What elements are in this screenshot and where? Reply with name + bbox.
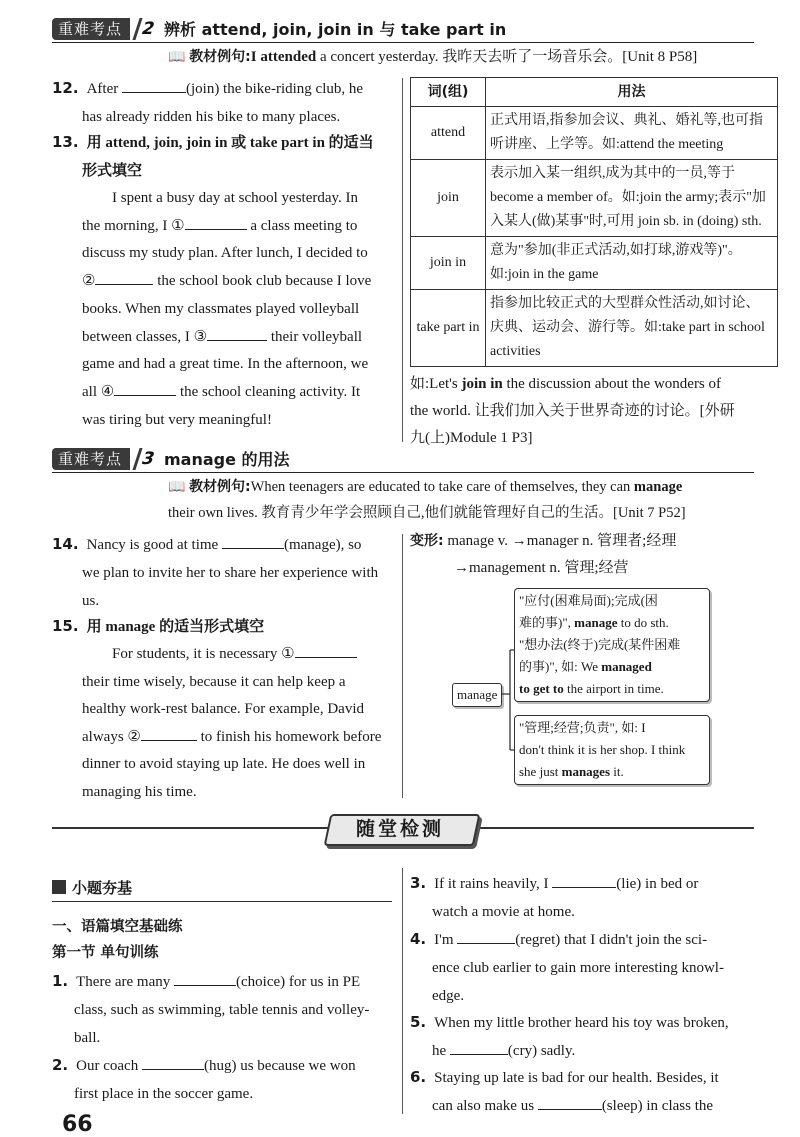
answer-blank[interactable] [141, 726, 197, 741]
table-row: attend 正式用语,指参加会议、典礼、婚礼等,也可指听讲座、上学等。如:attend the meeting [411, 107, 778, 160]
answer-blank[interactable] [295, 643, 357, 658]
usage-table-wrap [410, 77, 778, 452]
point2-header [52, 16, 754, 43]
point3-title: manage 的用法 [164, 450, 290, 469]
answer-blank[interactable] [538, 1095, 602, 1110]
practice-part-header: 小题夯基 [52, 877, 392, 902]
square-icon [52, 880, 66, 894]
q13-passage: I spent a busy day at school yesterday. In the morning, I ① a class meeting to discuss my study plan. After lunch, I decided to ② the school book club because I love books. When my classmates played volleyball between classes, I ③ their volleyball game and had a great time. In the afternoon, we all ④ the school cleaning activity. It was tiring but very meaningful! [82, 190, 372, 428]
manage-meaning-box-1: "应付(困难局面);完成(困 难的事)", manage to do sth. "想办法(终于)完成(某件困难 的事)", 如: We managed to get to the airport in time. [514, 588, 710, 702]
book-icon: 📖 [168, 49, 186, 65]
practice-q3: 3. If it rains heavily, I (lie) in bed or watch a movie at home. [410, 874, 699, 920]
point2-tag: 重难考点 [52, 18, 130, 40]
point2-example: 📖 教材例句:I attended a concert yesterday. 我昨天去听了一场音乐会。[Unit 8 P58] [168, 49, 698, 65]
variant-forms: 变形: manage v. →manager n. 管理者;经理 →management n. 管理;经营 [410, 533, 677, 576]
answer-blank[interactable] [174, 971, 236, 986]
table-row: join 表示加入某一组织,成为其中的一员,等于become a member of。如:join the army;表示"加入某人(做)某事"时,可用 join sb. in (doing) sth. [411, 160, 778, 237]
question-13: 13. 用 attend, join, join in 或 take part in 的适当 形式填空 I spent a busy day at school yesterday. In the morning, I ① a class meeting to discuss my study plan. After lunch, I decided to ② the school book club because I love books. When my classmates played volleyball between classes, I ③ their volleyball game and had a great time. In the afternoon, we all ④ the school cleaning activity. It was tiring but very meaningful! [52, 128, 392, 434]
column-divider [402, 868, 403, 1114]
usage-example: 如:Let's join in the discussion about the wonders of the world. 让我们加入关于世界奇迹的讨论。[外研 九(上)Module 1 P3] [410, 376, 735, 446]
usage-table [410, 77, 778, 367]
answer-blank[interactable] [185, 215, 247, 230]
table-header: 用法 [486, 78, 778, 107]
manage-meaning-box-2: "管理;经营;负责", 如: I don't think it is her shop. I think she just manages it. [514, 715, 710, 785]
column-divider [402, 534, 403, 798]
question-12: 12. After (join) the bike-riding club, he has already ridden his bike to many places. [52, 79, 364, 125]
column-divider [402, 78, 403, 442]
answer-blank[interactable] [142, 1055, 204, 1070]
point2-num: 2 [132, 18, 160, 40]
practice-q6: 6. Staying up late is bad for our health. Besides, it can also make us (sleep) in class the [410, 1068, 719, 1114]
question-15: 15. 用 manage 的适当形式填空 For students, it is necessary ① their time wisely, because it can help keep a healthy work-rest balance. For example, David always ② to finish his homework before dinner to avoid staying up late. He does well in managing his time. [52, 612, 392, 806]
answer-blank[interactable] [95, 270, 153, 285]
book-icon: 📖 [168, 479, 186, 495]
question-14: 14. Nancy is good at time (manage), so we plan to invite her to share her experience with us. [52, 535, 379, 609]
manage-root-box: manage [452, 683, 502, 707]
q15-passage: For students, it is necessary ① their time wisely, because it can help keep a healthy work-rest balance. For example, David always ② to finish his homework before dinner to avoid staying up late. He does well in managing his time. [52, 641, 392, 806]
answer-blank[interactable] [450, 1040, 508, 1055]
table-row: take part in 指参加比较正式的大型群众性活动,如讨论、庆典、运动会、游行等。如:take part in school activities [411, 290, 778, 367]
table-row: join in 意为"参加(非正式活动,如打球,游戏等)"。如:join in the game [411, 237, 778, 290]
answer-blank[interactable] [207, 326, 267, 341]
practice-q4: 4. I'm (regret) that I didn't join the sci- ence club earlier to gain more interesting knowl- edge. [410, 930, 724, 1004]
answer-blank[interactable] [114, 381, 176, 396]
point3-tag: 重难考点 [52, 448, 130, 470]
page-number: 66 [62, 1112, 93, 1137]
answer-blank[interactable] [457, 929, 515, 944]
point2-title: 辨析 attend, join, join in 与 take part in [164, 20, 507, 39]
table-header: 词(组) [411, 78, 486, 107]
answer-blank[interactable] [552, 873, 616, 888]
answer-blank[interactable] [122, 78, 186, 93]
practice-q2: 2. Our coach (hug) us because we won first place in the soccer game. [52, 1056, 356, 1102]
banner-title: 随堂检测 [355, 818, 444, 840]
point3-num: 3 [132, 448, 160, 470]
point3-example: 📖 教材例句:When teenagers are educated to take care of themselves, they can manage their own lives. 教育青少年学会照顾自己,他们就能管理好自己的生活。[Unit 7 P52] [168, 479, 686, 521]
practice-q1: 1. There are many (choice) for us in PE class, such as swimming, table tennis and volley- ball. [52, 972, 370, 1046]
point3-header [52, 446, 754, 473]
practice-q5: 5. When my little brother heard his toy was broken, he (cry) sadly. [410, 1013, 729, 1059]
answer-blank[interactable] [222, 534, 284, 549]
practice-section: 一、语篇填空基础练 第一节 单句训练 [52, 919, 183, 961]
